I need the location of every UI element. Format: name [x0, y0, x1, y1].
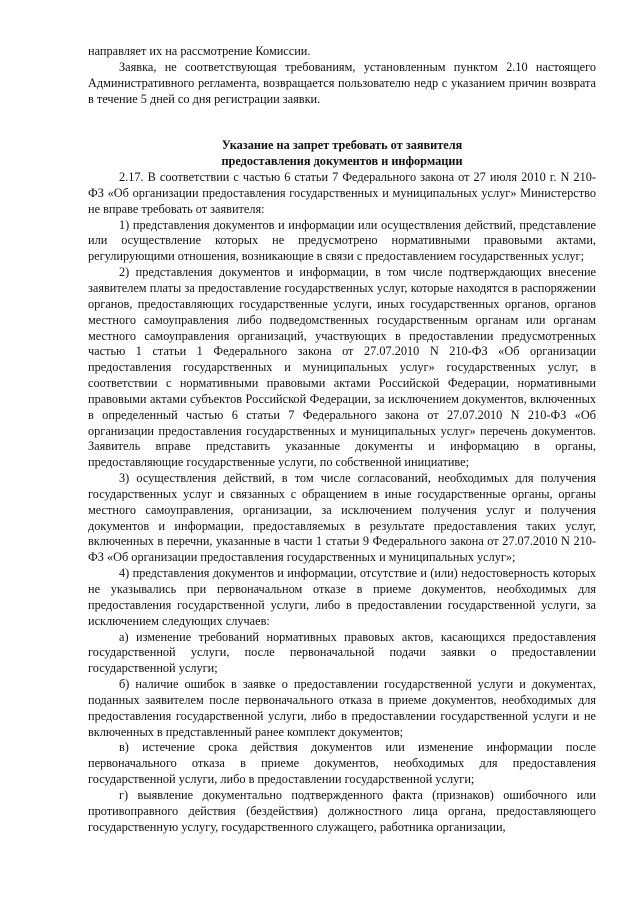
intro-line: направляет их на рассмотрение Комиссии. [88, 44, 311, 58]
subparagraph-b: б) наличие ошибок в заявке о предоставлении государственной услуги и документах, поданных заявителем после первоначального отказа в приеме документов, необходимых для предоставления государственной услуги, либо в предоставлении государственной услуги и не включенных в представленный ранее комплект документов; [88, 677, 596, 739]
section-heading-line-1: Указание на запрет требовать от заявителя [221, 138, 463, 153]
section-heading [88, 138, 596, 170]
subparagraph-v: в) истечение срока действия документов или изменение информации после первоначального отказа в приеме документов, необходимых для предоставления государственной услуги, либо в предоставлении государственной услуги; [88, 740, 596, 787]
intro-paragraph: Заявка, не соответствующая требованиям, установленным пунктом 2.10 настоящего Административного регламента, возвращается пользователю недр с указанием причин возврата в течение 5 дней со дня регистрации заявки. [88, 59, 596, 106]
section-heading-line-2: предоставления документов и информации [221, 154, 463, 169]
document-page [88, 44, 596, 836]
paragraph-2-17: 2.17. В соответствии с частью 6 статьи 7 Федерального закона от 27 июля 2010 г. N 210-ФЗ «Об организации предоставления государственных и муниципальных услуг» Министерство не вправе требовать от заявителя: [88, 170, 596, 216]
paragraph-item-2: 2) представления документов и информации, в том числе подтверждающих внесение заявителем платы за предоставление государственных услуг, которые находятся в распоряжении органов, предоставляющих государственные услуги, иных государственных органов, органов местного самоуправления либо подведомственных государственным органам или органам местного самоуправления организаций, участвующих в предоставлении предусмотренных частью 1 статьи 1 Федерального закона от 27.07.2010 N 210-ФЗ «Об организации предоставления государственных и муниципальных услуг» государственных услуг, в соответствии с нормативными правовыми актами Российской Федерации, нормативными правовыми актами субъектов Российской Федерации, за исключением документов, включенных в определенный частью 6 статьи 7 Федерального закона от 27.07.2010 N 210-ФЗ «Об организации предоставления государственных и муниципальных услуг» перечень документов. Заявитель вправе представить указанные документы и информацию в органы, предоставляющие государственные услуги, по собственной инициативе; [88, 265, 596, 470]
subparagraph-a: а) изменение требований нормативных правовых актов, касающихся предоставления государственной услуги, после первоначальной подачи заявки о предоставлении государственной услуги; [88, 629, 596, 676]
subparagraph-g: г) выявление документально подтвержденного факта (признаков) ошибочного или противоправного действия (бездействия) должностного лица органа, предоставляющего государственную услугу, государственного служащего, работника организации, [88, 787, 596, 834]
paragraph-item-4: 4) представления документов и информации, отсутствие и (или) недостоверность которых не указывались при первоначальном отказе в приеме документов, необходимых для предоставления государственной услуги, либо в предоставлении государственной услуги, за исключением следующих случаев: [88, 566, 596, 628]
paragraph-item-3: 3) осуществления действий, в том числе согласований, необходимых для получения государственных услуг и связанных с обращением в иные государственные органы, органы местного самоуправления, организации, за исключением получения услуг и получения документов и информации, предоставляемых в результате предоставления таких услуг, включенных в перечни, указанные в части 1 статьи 9 Федерального закона от 27.07.2010 N 210-ФЗ «Об организации предоставления государственных и муниципальных услуг»; [88, 471, 596, 565]
paragraph-item-1: 1) представления документов и информации или осуществления действий, представление или осуществление которых не предусмотрено нормативными правовыми актами, регулирующими отношения, возникающие в связи с предоставлением государственных услуг; [88, 217, 596, 264]
